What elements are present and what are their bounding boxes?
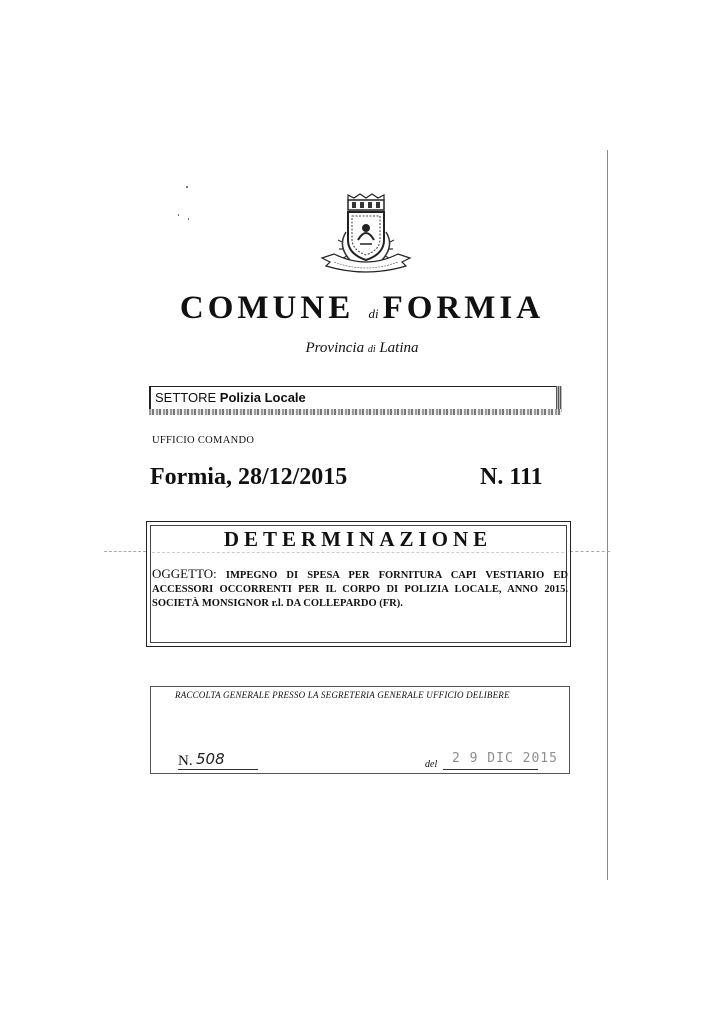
title-di: di [368,306,379,321]
oggetto-text: IMPEGNO DI SPESA PER FORNITURA CAPI VESTIARIO ED ACCESSORI OCCORRENTI PER IL CORPO DI POLIZIA LOCALE, ANNO 2015. SOCIETÀ MONSIGNOR r.l. DA COLLEPARDO (FR). [152,570,568,609]
settore-value: Polizia Locale [219,390,306,405]
determinazione-divider [152,552,564,554]
title-comune: COMUNE [179,290,355,326]
province-prefix: Provincia [305,340,365,356]
settore-field [155,390,306,405]
oggetto-paragraph [152,567,568,611]
raccolta-number-underline [178,769,258,770]
scan-edge-line [607,150,608,880]
determinazione-title: DETERMINAZIONE [223,527,493,551]
raccolta-date-label: del [425,759,438,770]
province-name: Latina [379,340,419,356]
place-date: Formia, 28/12/2015 [150,464,348,490]
scan-dash-line [570,551,610,553]
raccolta-number-label: N. [178,753,193,769]
scan-speck [186,186,188,188]
determination-number: N. 111 [480,464,543,490]
ufficio-label: UFFICIO COMANDO [152,435,255,446]
title-formia: FORMIA [382,290,545,326]
raccolta-header: RACCOLTA GENERALE PRESSO LA SEGRETERIA GENERALE UFFICIO DELIBERE [175,690,510,700]
page-title [0,290,724,327]
province-line [0,340,724,357]
scan-speck [188,218,189,220]
scan-speck [178,214,179,216]
province-di: di [367,344,376,355]
oggetto-label: OGGETTO: [152,566,217,581]
raccolta-date-stamp: 2 9 DIC 2015 [452,751,558,766]
settore-label: SETTORE [155,390,217,405]
scan-dash-line [104,551,146,553]
coat-of-arms-icon [318,192,414,276]
raccolta-date-underline [443,769,538,770]
raccolta-number-handwritten: 508 [196,750,225,768]
settore-box-shadow [149,409,561,415]
